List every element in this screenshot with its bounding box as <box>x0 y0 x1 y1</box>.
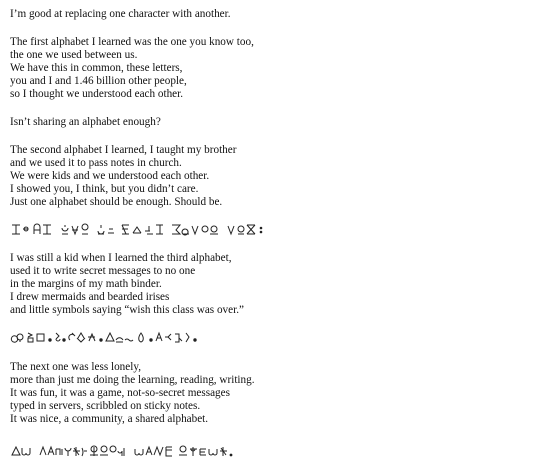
poem-line: I showed you, I think, but you didn’t care. <box>10 183 199 195</box>
poem-line: The next one was less lonely, <box>10 361 142 373</box>
poem-line: The first alphabet I learned was the one you know too, <box>10 36 254 48</box>
poem-line: you and I and 1.46 billion other people, <box>10 75 187 87</box>
cipher-line-3-icon <box>10 443 310 459</box>
poem-line: so I thought we understood each other. <box>10 88 184 100</box>
poem-line: used it to write secret messages to no one <box>10 265 196 277</box>
poem-line: and little symbols saying “wish this class was over.” <box>10 304 244 316</box>
poem-line: Isn’t sharing an alphabet enough? <box>10 116 161 128</box>
cipher-line-1-icon <box>10 221 310 237</box>
poem-line: The second alphabet I learned, I taught my brother <box>10 144 237 156</box>
poem-line: typed in servers, scribbled on sticky notes. <box>10 400 201 412</box>
poem-line: I drew mermaids and bearded irises <box>10 291 170 303</box>
poem-line: more than just me doing the learning, reading, writing. <box>10 374 255 386</box>
poem-line: and we used it to pass notes in church. <box>10 157 182 169</box>
poem-line: It was fun, it was a game, not-so-secret messages <box>10 387 230 399</box>
poem-line: in the margins of my math binder. <box>10 278 162 290</box>
poem-line: Just one alphabet should be enough. Should be. <box>10 196 223 208</box>
poem-line: It was nice, a community, a shared alphabet. <box>10 413 209 425</box>
poem-line: We were kids and we understood each other. <box>10 170 210 182</box>
poem-line: the one we used between us. <box>10 49 138 61</box>
cipher-line-2-icon <box>10 329 310 345</box>
poem-line: I’m good at replacing one character with another. <box>10 8 231 20</box>
poem-line: I was still a kid when I learned the third alphabet, <box>10 252 232 264</box>
poem-line: We have this in common, these letters, <box>10 62 183 74</box>
